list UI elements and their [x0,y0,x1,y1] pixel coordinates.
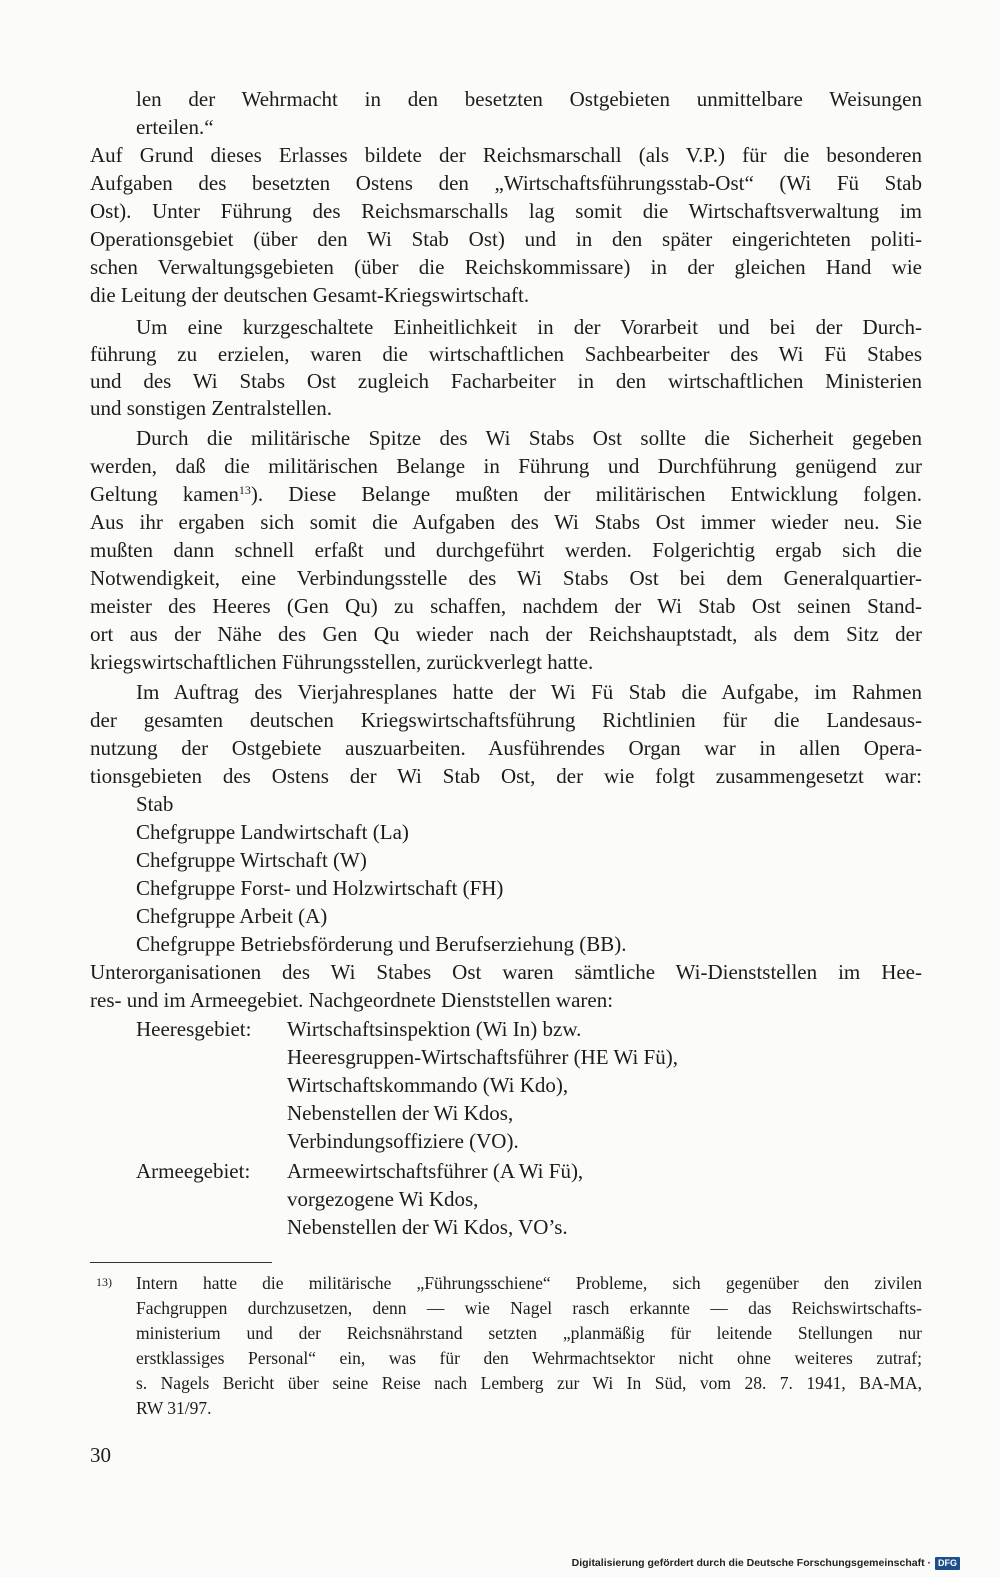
list-item: Heeresgruppen-Wirtschaftsführer (HE Wi Fü), [287,1045,678,1069]
list-item: Chefgruppe Betriebsförderung und Berufserziehung (BB). [136,932,627,956]
text-line: Notwendigkeit, eine Verbindungsstelle des Wi Stabs Ost bei dem Generalquartier- [90,566,922,590]
text-line: kriegswirtschaftlichen Führungsstellen, zurückverlegt hatte. [90,650,594,674]
text-line: Durch die militärische Spitze des Wi Stabs Ost sollte die Sicherheit gegeben [136,426,922,450]
text-line: die Leitung der deutschen Gesamt-Kriegswirtschaft. [90,283,530,307]
footnote-line: RW 31/97. [136,1398,212,1418]
text-line: meister des Heeres (Gen Qu) zu schaffen, nachdem der Wi Stab Ost seinen Stand- [90,594,922,618]
list-item: Wirtschaftskommando (Wi Kdo), [287,1073,569,1097]
text-line: tionsgebieten des Ostens der Wi Stab Ost, der wie folgt zusammengesetzt war: [90,764,922,788]
text-line: len der Wehrmacht in den besetzten Ostgebieten unmittelbare Weisungen [136,87,922,111]
footnote-line: s. Nagels Bericht über seine Reise nach Lemberg zur Wi In Süd, vom 28. 7. 1941, BA-MA, [136,1373,922,1393]
digitization-credit [572,1555,960,1571]
text-line: mußten dann schnell erfaßt und durchgeführt werden. Folgerichtig ergab sich die [90,538,922,562]
text-fragment: Geltung kamen [90,482,239,506]
text-line: der gesamten deutschen Kriegswirtschaftsführung Richtlinien für die Landesaus- [90,708,922,732]
footnote-divider [90,1262,272,1263]
footnote-line: Fachgruppen durchzusetzen, denn — wie Nagel rasch erkannte — das Reichswirtschafts- [136,1298,922,1318]
text-line: führung zu erzielen, waren die wirtschaftlichen Sachbearbeiter des Wi Fü Stabes [90,342,922,366]
text-line: Im Auftrag des Vierjahresplanes hatte der Wi Fü Stab die Aufgabe, im Rahmen [136,680,922,704]
text-line: Unterorganisationen des Wi Stabes Ost waren sämtliche Wi-Dienststellen im Hee- [90,960,922,984]
text-fragment: ). Diese Belange mußten der militärischen Entwicklung folgen. [250,482,923,506]
footnote-line: ministerium und der Reichsnährstand setzten „planmäßig für leitende Stellungen nur [136,1323,922,1343]
text-line: ort aus der Nähe des Gen Qu wieder nach der Reichshauptstadt, als dem Sitz der [90,622,922,646]
heeresgebiet-label: Heeresgebiet: [136,1017,252,1041]
page-number: 30 [90,1443,111,1467]
text-line [90,481,922,508]
armeegebiet-label: Armeegebiet: [136,1159,251,1183]
text-line: nutzung der Ostgebiete auszuarbeiten. Ausführendes Organ war in allen Opera- [90,736,922,760]
list-item: Verbindungsoffiziere (VO). [287,1129,519,1153]
text-line: res- und im Armeegebiet. Nachgeordnete Dienststellen waren: [90,988,614,1012]
list-item: Chefgruppe Landwirtschaft (La) [136,820,409,844]
text-line: und sonstigen Zentralstellen. [90,396,333,420]
footnote-line: erstklassiges Personal“ ein, was für den Wehrmachtsektor nicht ohne weiteres zutraf; [136,1348,922,1368]
text-line: und des Wi Stabs Ost zugleich Facharbeiter in den wirtschaftlichen Ministerien [90,369,922,393]
list-item: Stab [136,792,174,816]
list-item: Chefgruppe Forst- und Holzwirtschaft (FH) [136,876,504,900]
text-line: Aufgaben des besetzten Ostens den „Wirtschaftsführungsstab-Ost“ (Wi Fü Stab [90,171,922,195]
text-line: erteilen.“ [136,115,214,139]
text-line: Auf Grund dieses Erlasses bildete der Reichsmarschall (als V.P.) für die besonderen [90,143,922,167]
list-item: Armeewirtschaftsführer (A Wi Fü), [287,1159,584,1183]
footnote-marker: 13) [96,1275,112,1289]
text-line: Ost). Unter Führung des Reichsmarschalls lag somit die Wirtschaftsverwaltung im [90,199,922,223]
list-item: Nebenstellen der Wi Kdos, VO’s. [287,1215,568,1239]
list-item: vorgezogene Wi Kdos, [287,1187,479,1211]
text-line: Um eine kurzgeschaltete Einheitlichkeit in der Vorarbeit und bei der Durch- [136,315,922,339]
text-line: schen Verwaltungsgebieten (über die Reichskommissare) in der gleichen Hand wie [90,255,922,279]
list-item: Chefgruppe Arbeit (A) [136,904,328,928]
footnote-line: Intern hatte die militärische „Führungsschiene“ Probleme, sich gegenüber den zivilen [136,1273,922,1293]
list-item: Wirtschaftsinspektion (Wi In) bzw. [287,1017,582,1041]
list-item: Nebenstellen der Wi Kdos, [287,1101,514,1125]
text-line: werden, daß die militärischen Belange in Führung und Durchführung genügend zur [90,454,922,478]
list-item: Chefgruppe Wirtschaft (W) [136,848,367,872]
footnote-reference[interactable]: 13 [238,483,251,497]
text-line: Operationsgebiet (über den Wi Stab Ost) und in den später eingerichteten politi- [90,227,922,251]
dfg-logo: DFG [935,1557,960,1570]
text-line: Aus ihr ergaben sich somit die Aufgaben des Wi Stabs Ost immer wieder neu. Sie [90,510,922,534]
credit-text: Digitalisierung gefördert durch die Deutsche Forschungsgemeinschaft · [571,1557,931,1569]
